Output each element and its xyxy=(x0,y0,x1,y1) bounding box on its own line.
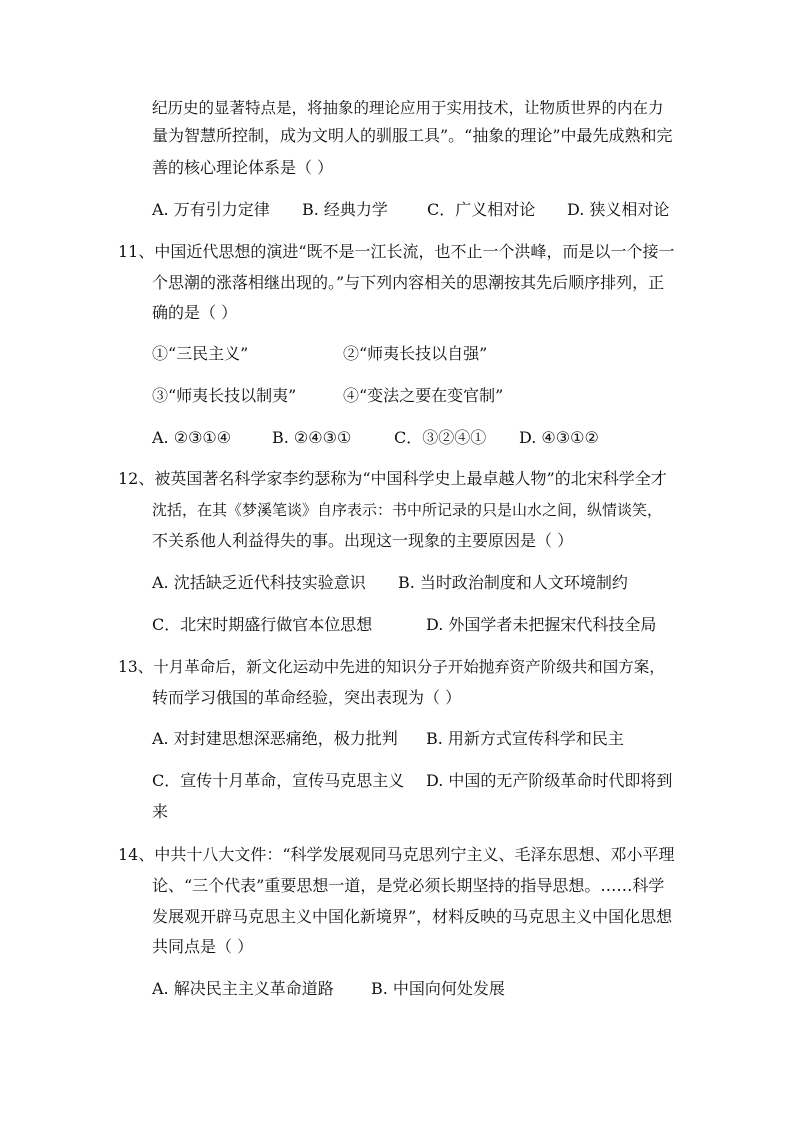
q11-line-3: 确的是（ ） xyxy=(152,303,238,322)
q11-item-2: ②“师夷长技以自强” xyxy=(343,344,488,363)
q12-option-b: B. 当时政治制度和人文环境制约 xyxy=(398,573,628,592)
q11-option-d: D. ④③①② xyxy=(519,428,599,447)
q11-item-3: ③“师夷长技以制夷” xyxy=(152,386,297,405)
q10-line-1: 纪历史的显著特点是，将抽象的理论应用于实用技术，让物质世界的内在力 xyxy=(152,99,664,117)
q13-option-d-continued: 来 xyxy=(152,802,169,821)
q13-option-d: D. 中国的无产阶级革命时代即将到 xyxy=(426,771,673,790)
q11-item-1: ①“三民主义” xyxy=(152,344,249,363)
q14-option-a: A. 解决民主主义革命道路 xyxy=(152,979,334,998)
q11-item-4: ④“变法之要在变官制” xyxy=(343,386,504,405)
q14-line-4: 共同点是（ ） xyxy=(152,937,254,956)
q13-option-b: B. 用新方式宣传科学和民主 xyxy=(426,729,624,748)
q12-line-1: 12、被英国著名科学家李约瑟称为“中国科学史上最卓越人物”的北宋科学全才 xyxy=(118,469,667,488)
q13-option-a: A. 对封建思想深恶痛绝，极力批判 xyxy=(152,729,398,748)
q10-option-a: A. 万有引力定律 xyxy=(152,200,270,219)
q12-option-a: A. 沈括缺乏近代科技实验意识 xyxy=(152,573,366,592)
q14-line-3: 发展观开辟马克思主义中国化新境界”，材料反映的马克思主义中国化思想 xyxy=(152,907,673,926)
q13-line-2: 转而学习俄国的革命经验，突出表现为（ ） xyxy=(152,688,462,707)
q12-option-c: C．北宋时期盛行做官本位思想 xyxy=(152,615,373,634)
q13-line-1: 13、十月革命后，新文化运动中先进的知识分子开始抛弃资产阶级共和国方案， xyxy=(118,658,665,676)
q11-option-b: B. ②④③① xyxy=(272,428,352,447)
q14-line-1: 14、中共十八大文件：“科学发展观同马克思列宁主义、毛泽东思想、邓小平理 xyxy=(118,845,675,864)
q12-line-2: 沈括，在其《梦溪笔谈》自序表示：书中所记录的只是山水之间，纵情谈笑， xyxy=(152,501,663,519)
q14-option-b: B. 中国向何处发展 xyxy=(371,979,505,998)
q11-line-1: 11、中国近代思想的演进“既不是一江长流，也不止一个洪峰，而是以一个接一 xyxy=(118,242,675,261)
q11-option-c: C．③②④① xyxy=(394,428,487,447)
q10-option-c: C．广义相对论 xyxy=(427,200,536,219)
q12-line-3: 不关系他人利益得失的事。出现这一现象的主要原因是（ ） xyxy=(152,531,574,550)
q12-option-d: D. 外国学者未把握宋代科技全局 xyxy=(426,615,657,634)
q11-option-a: A. ②③①④ xyxy=(152,428,232,447)
q10-option-b: B. 经典力学 xyxy=(302,200,388,219)
q10-line-2: 量为智慧所控制，成为文明人的驯服工具”。“抽象的理论”中最先成熟和完 xyxy=(152,126,673,145)
q13-option-c: C．宣传十月革命，宣传马克思主义 xyxy=(152,771,405,790)
q14-line-2: 论、“三个代表”重要思想一道，是党必须长期坚持的指导思想。……科学 xyxy=(152,876,665,895)
q10-line-3: 善的核心理论体系是（ ） xyxy=(152,158,334,177)
q10-option-d: D. 狭义相对论 xyxy=(567,200,670,219)
q11-line-2: 个思潮的涨落相继出现的。”与下列内容相关的思潮按其先后顺序排列，正 xyxy=(152,273,665,292)
